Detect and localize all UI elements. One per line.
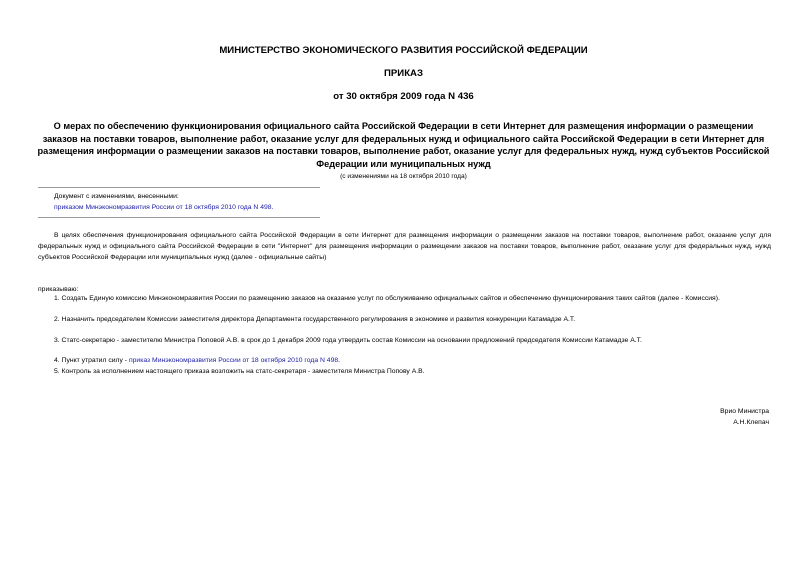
- doc-title: О мерах по обеспечению функционирования официального сайта Российской Федерации в сети Интернет для размещения информации о размещении заказов на поставки товаров, выполнение работ, оказание услуг для федеральных нужд и официального сайта Российской Федерации в сети Интернет для размещения информации о размещении заказов на поставки товаров, выполнение работ, оказание услуг для федеральных нужд, нужд субъектов Российской Федерации или муниципальных нужд: [37, 121, 770, 169]
- changes-block: [54, 192, 273, 213]
- list-item: 1. Создать Единую комиссию Минэкономразвития России по размещению заказов на оказание услуг по обслуживанию официальных сайтов и обеспечению функционирования таких сайтов (далее - Комиссия).: [54, 295, 720, 302]
- item4-suffix: .: [338, 357, 341, 364]
- changes-bottom-rule: [38, 217, 320, 218]
- list-item: 3. Статс-секретарю - заместителю Министра Поповой А.В. в срок до 1 декабря 2009 года утвердить состав Комиссии на основании предложений председателя Комиссии Катамадзе А.Т.: [54, 337, 642, 344]
- doc-date-number: от 30 октября 2009 года N 436: [333, 91, 474, 102]
- list-item: 2. Назначить председателем Комиссии заместителя директора Департамента государственного регулирования в экономике и развития конкуренции Катамадзе А.Т.: [54, 316, 576, 323]
- item4-prefix: 4. Пункт утратил силу -: [54, 357, 129, 364]
- signature-position: Врио Министра: [720, 408, 769, 415]
- orders-word: приказываю:: [38, 286, 79, 293]
- list-item: 5. Контроль за исполнением настоящего приказа возложить на статс-секретаря - заместителя Министра Попову А.В.: [54, 368, 425, 375]
- ministry-heading: МИНИСТЕРСТВО ЭКОНОМИЧЕСКОГО РАЗВИТИЯ РОССИЙСКОЙ ФЕДЕРАЦИИ: [219, 45, 588, 56]
- changes-link[interactable]: приказом Минэкономразвития России от 18 октября 2010 года N 498.: [54, 203, 274, 211]
- list-item: [54, 356, 340, 366]
- intro-paragraph: В целях обеспечения функционирования официального сайта Российской Федерации в сети Интернет для размещения информации о размещении заказов на поставки товаров, выполнение работ, оказание услуг для федеральных нужд и официального сайта Российской Федерации в сети "Интернет" для размещения информации о размещении заказов на поставки товаров, выполнение работ, оказание услуг для федеральных нужд, нужд субъектов Российской Федерации или муниципальных нужд (далее - официальные сайты): [38, 232, 771, 261]
- doc-type-heading: ПРИКАЗ: [384, 68, 423, 79]
- item4-link[interactable]: приказ Минэкономразвития России от 18 октября 2010 года N 498: [128, 357, 339, 364]
- signature-name: А.Н.Клепач: [733, 419, 769, 426]
- changes-top-rule: [38, 187, 320, 188]
- edition-note: (с изменениями на 18 октября 2010 года): [340, 173, 467, 180]
- changes-label: Документ с изменениями, внесенными:: [54, 193, 179, 200]
